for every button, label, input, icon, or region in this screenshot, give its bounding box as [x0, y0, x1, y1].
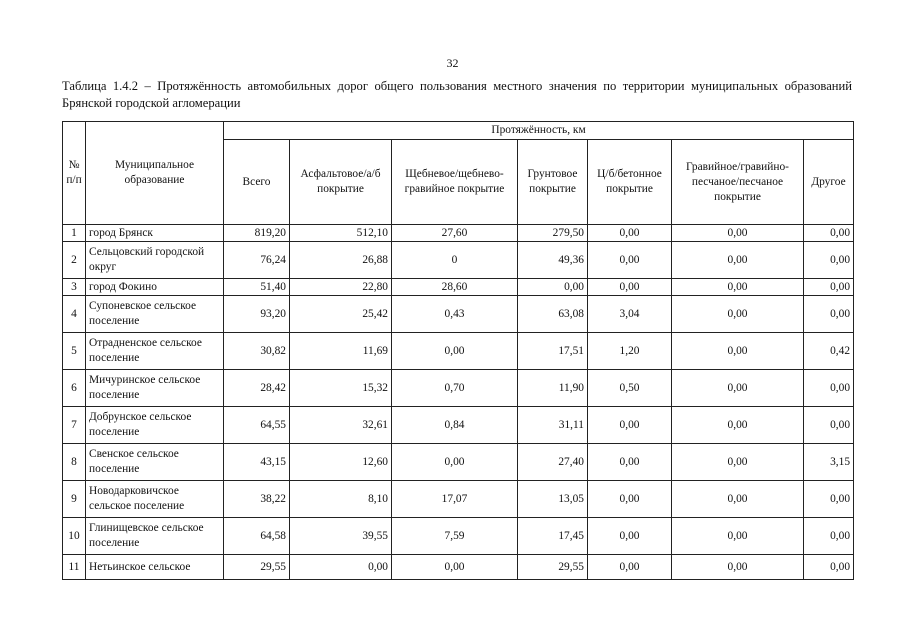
cell-gravel: 0,00: [672, 225, 804, 242]
cell-other: 0,00: [804, 370, 854, 407]
row-name: город Фокино: [86, 279, 224, 296]
cell-total: 819,20: [224, 225, 290, 242]
header-other: Другое: [804, 140, 854, 225]
cell-gravel: 0,00: [672, 242, 804, 279]
cell-other: 0,00: [804, 296, 854, 333]
cell-other: 0,42: [804, 333, 854, 370]
cell-asphalt: 39,55: [290, 518, 392, 555]
row-num: 3: [63, 279, 86, 296]
cell-total: 28,42: [224, 370, 290, 407]
cell-other: 0,00: [804, 279, 854, 296]
cell-crushed: 0: [392, 242, 518, 279]
cell-ground: 11,90: [518, 370, 588, 407]
table-row: [63, 225, 854, 242]
row-name: Мичуринское сельское поселение: [86, 370, 224, 407]
cell-ground: 17,51: [518, 333, 588, 370]
row-num: 2: [63, 242, 86, 279]
cell-gravel: 0,00: [672, 333, 804, 370]
cell-asphalt: 15,32: [290, 370, 392, 407]
cell-crushed: 0,43: [392, 296, 518, 333]
cell-concrete: 0,00: [588, 481, 672, 518]
row-num: 9: [63, 481, 86, 518]
cell-asphalt: 25,42: [290, 296, 392, 333]
cell-total: 51,40: [224, 279, 290, 296]
header-num: № п/п: [63, 122, 86, 225]
cell-ground: 31,11: [518, 407, 588, 444]
cell-other: 0,00: [804, 407, 854, 444]
row-name: Супоневское сельское поселение: [86, 296, 224, 333]
cell-crushed: 28,60: [392, 279, 518, 296]
row-name: Новодарковичское сельское поселение: [86, 481, 224, 518]
cell-asphalt: 0,00: [290, 555, 392, 580]
header-cement-concrete: Ц/б/бетонное покрытие: [588, 140, 672, 225]
cell-other: 0,00: [804, 518, 854, 555]
row-num: 11: [63, 555, 86, 580]
cell-ground: 17,45: [518, 518, 588, 555]
cell-ground: 0,00: [518, 279, 588, 296]
cell-total: 38,22: [224, 481, 290, 518]
cell-asphalt: 11,69: [290, 333, 392, 370]
cell-gravel: 0,00: [672, 370, 804, 407]
cell-asphalt: 12,60: [290, 444, 392, 481]
cell-crushed: 0,00: [392, 555, 518, 580]
row-num: 7: [63, 407, 86, 444]
cell-other: 0,00: [804, 555, 854, 580]
cell-concrete: 0,00: [588, 242, 672, 279]
cell-total: 29,55: [224, 555, 290, 580]
row-name: Сельцовский городской округ: [86, 242, 224, 279]
row-num: 10: [63, 518, 86, 555]
row-name: Свенское сельское поселение: [86, 444, 224, 481]
row-num: 6: [63, 370, 86, 407]
cell-asphalt: 8,10: [290, 481, 392, 518]
cell-asphalt: 22,80: [290, 279, 392, 296]
cell-crushed: 27,60: [392, 225, 518, 242]
cell-asphalt: 26,88: [290, 242, 392, 279]
table-row: [63, 481, 854, 518]
cell-other: 0,00: [804, 481, 854, 518]
cell-gravel: 0,00: [672, 481, 804, 518]
cell-ground: 49,36: [518, 242, 588, 279]
table-caption: Таблица 1.4.2 – Протяжённость автомобильных дорог общего пользования местного значения по территории муниципальных образований Брянской городской агломерации: [62, 79, 852, 110]
cell-total: 64,55: [224, 407, 290, 444]
cell-other: 0,00: [804, 242, 854, 279]
cell-ground: 63,08: [518, 296, 588, 333]
cell-crushed: 17,07: [392, 481, 518, 518]
cell-concrete: 0,00: [588, 444, 672, 481]
cell-asphalt: 512,10: [290, 225, 392, 242]
header-gravel-sand: Гравийное/гравийно-песчаное/песчаное покрытие: [672, 140, 804, 225]
cell-total: 93,20: [224, 296, 290, 333]
header-municipality: Муниципальное образование: [86, 122, 224, 225]
cell-concrete: 0,50: [588, 370, 672, 407]
cell-concrete: 1,20: [588, 333, 672, 370]
header-ground: Грунтовое покрытие: [518, 140, 588, 225]
table-row: [63, 242, 854, 279]
cell-gravel: 0,00: [672, 296, 804, 333]
row-num: 1: [63, 225, 86, 242]
cell-crushed: 0,70: [392, 370, 518, 407]
row-name: Добрунское сельское поселение: [86, 407, 224, 444]
cell-ground: 279,50: [518, 225, 588, 242]
cell-concrete: 3,04: [588, 296, 672, 333]
row-name: Глинищевское сельское поселение: [86, 518, 224, 555]
row-num: 8: [63, 444, 86, 481]
row-name: Нетьинское сельское: [86, 555, 224, 580]
cell-total: 76,24: [224, 242, 290, 279]
cell-crushed: 7,59: [392, 518, 518, 555]
cell-gravel: 0,00: [672, 279, 804, 296]
cell-concrete: 0,00: [588, 407, 672, 444]
table-row: [63, 444, 854, 481]
cell-gravel: 0,00: [672, 555, 804, 580]
table-row: [63, 407, 854, 444]
cell-crushed: 0,00: [392, 444, 518, 481]
cell-concrete: 0,00: [588, 279, 672, 296]
header-total: Всего: [224, 140, 290, 225]
cell-total: 30,82: [224, 333, 290, 370]
cell-ground: 13,05: [518, 481, 588, 518]
header-row-1: [63, 122, 854, 140]
table-row: [63, 279, 854, 296]
row-name: город Брянск: [86, 225, 224, 242]
cell-total: 43,15: [224, 444, 290, 481]
cell-concrete: 0,00: [588, 225, 672, 242]
cell-concrete: 0,00: [588, 518, 672, 555]
cell-other: 3,15: [804, 444, 854, 481]
header-crushed-stone: Щебневое/щебнево-гравийное покрытие: [392, 140, 518, 225]
cell-crushed: 0,84: [392, 407, 518, 444]
road-length-table: [62, 121, 854, 580]
cell-other: 0,00: [804, 225, 854, 242]
table-row: [63, 555, 854, 580]
cell-concrete: 0,00: [588, 555, 672, 580]
table-row: [63, 518, 854, 555]
row-num: 5: [63, 333, 86, 370]
cell-gravel: 0,00: [672, 518, 804, 555]
row-name: Отрадненское сельское поселение: [86, 333, 224, 370]
cell-ground: 27,40: [518, 444, 588, 481]
header-asphalt: Асфальтовое/а/б покрытие: [290, 140, 392, 225]
row-num: 4: [63, 296, 86, 333]
cell-ground: 29,55: [518, 555, 588, 580]
cell-asphalt: 32,61: [290, 407, 392, 444]
table-row: [63, 333, 854, 370]
table-row: [63, 296, 854, 333]
table-row: [63, 370, 854, 407]
cell-gravel: 0,00: [672, 444, 804, 481]
cell-gravel: 0,00: [672, 407, 804, 444]
header-length-group: Протяжённость, км: [224, 122, 854, 140]
cell-crushed: 0,00: [392, 333, 518, 370]
page-number: 32: [446, 56, 459, 70]
cell-total: 64,58: [224, 518, 290, 555]
